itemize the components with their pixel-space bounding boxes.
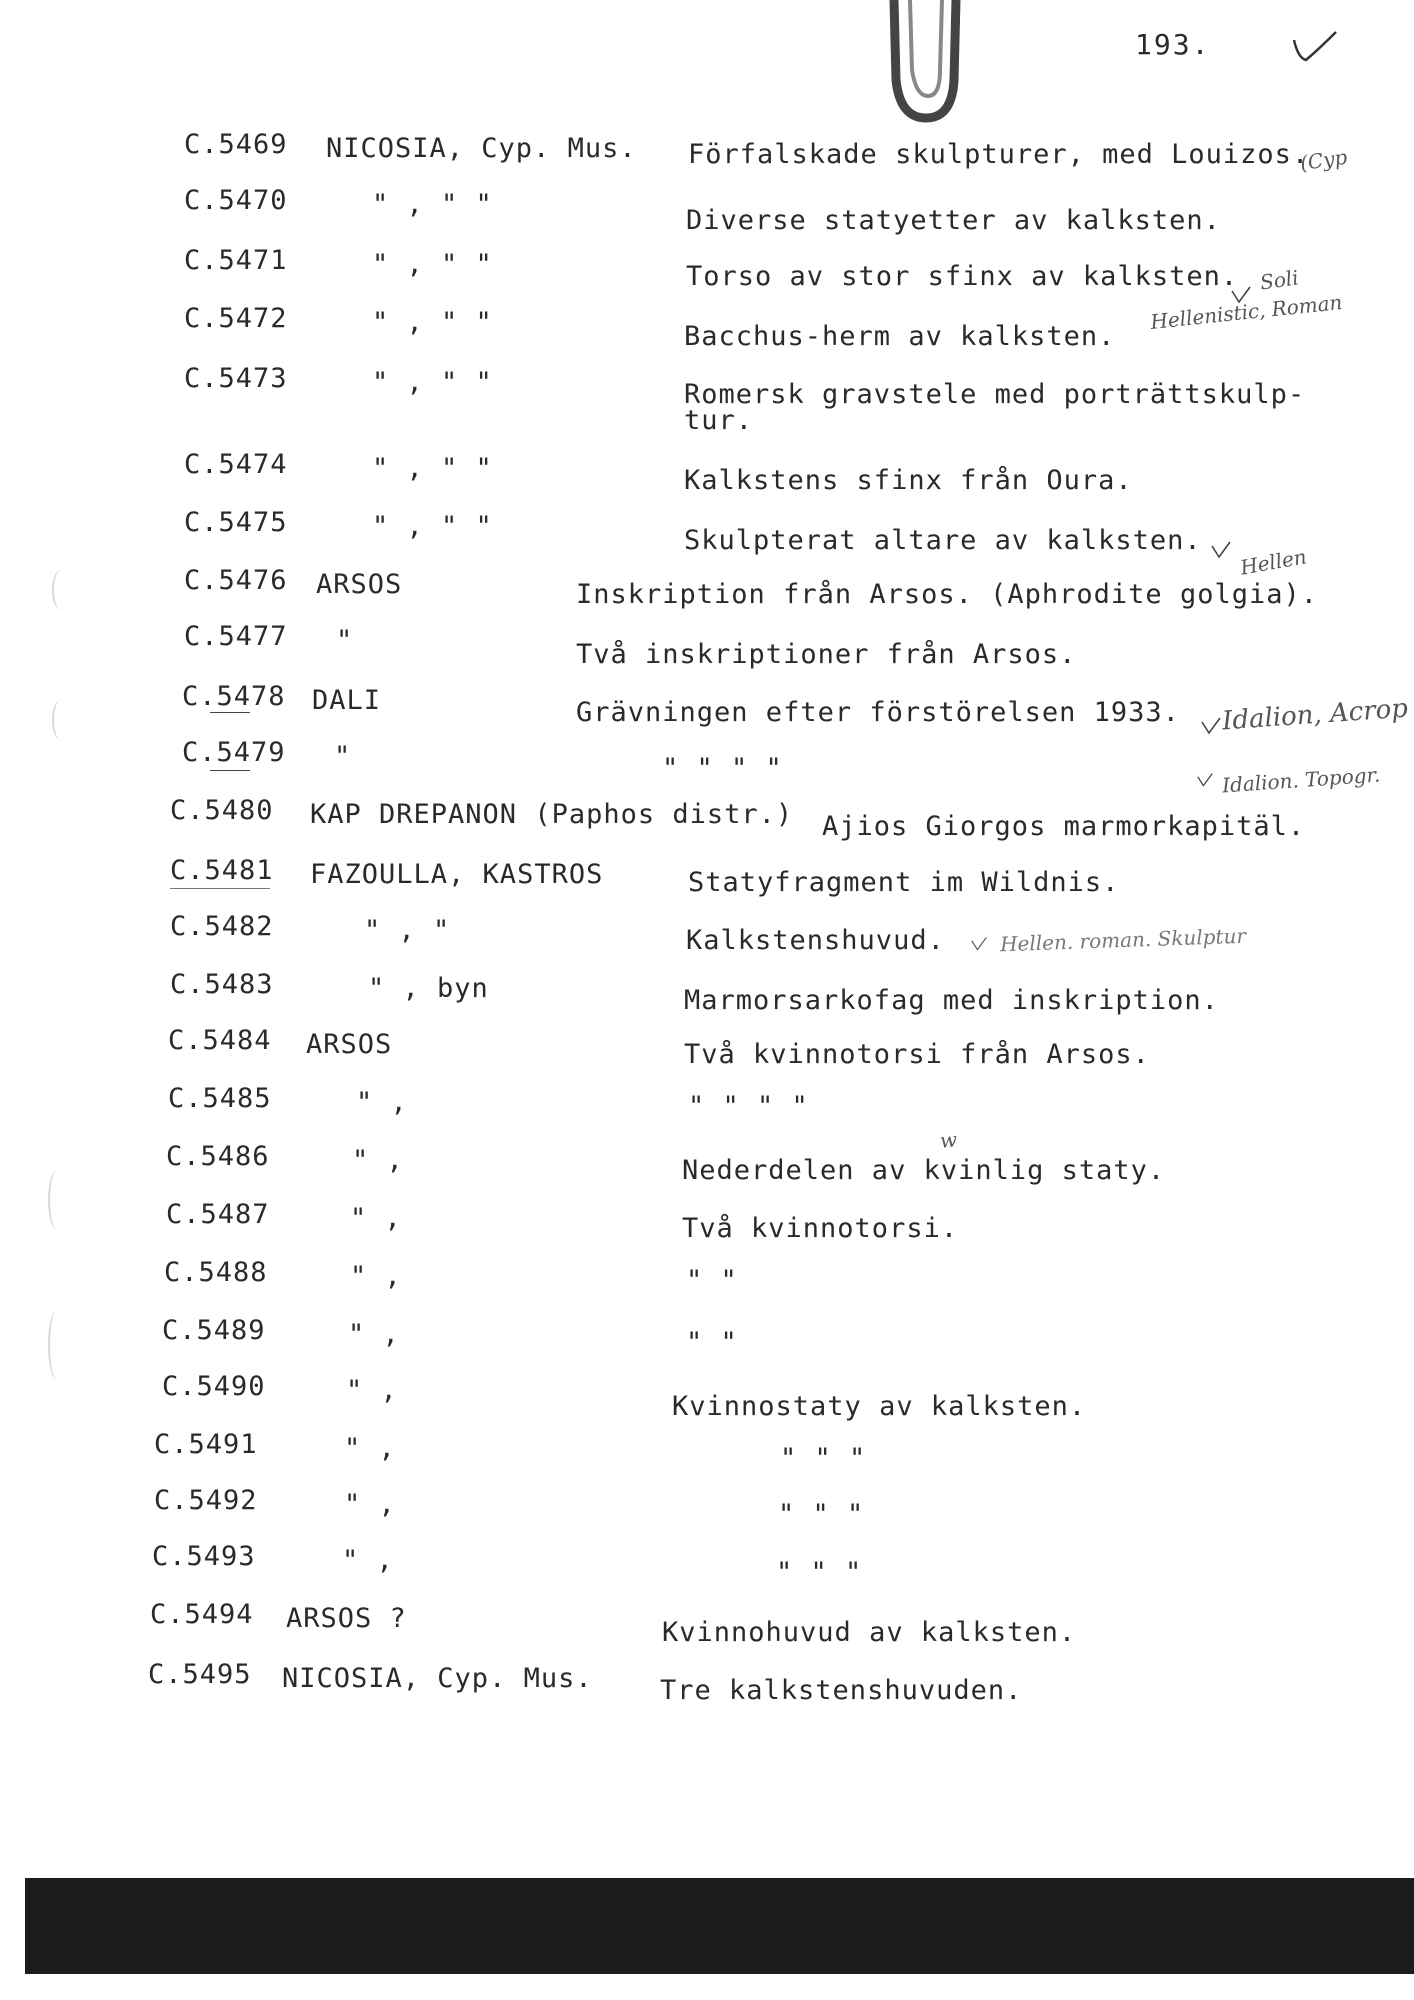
handwritten-note: Hellen [1238,544,1309,580]
entry-place: NICOSIA, Cyp. Mus. [282,1663,593,1694]
entry-place: " , " " [372,511,493,542]
checkmark-icon [1196,772,1214,788]
entry-description: Grävningen efter förstörelsen 1933. [576,697,1180,728]
entry-description: " " " " [688,1091,809,1122]
handwritten-note: Soli [1258,265,1301,295]
entry-id: C.5478 [182,681,286,712]
entry-description: Inskription från Arsos. (Aphrodite golgia). [576,579,1318,610]
entry-description: " " " [778,1499,865,1530]
entry-description: Kvinnostaty av kalksten. [672,1391,1087,1422]
entry-id: C.5470 [184,185,288,216]
entry-place: " , [342,1545,394,1576]
entry-place: FAZOULLA, KASTROS [310,859,604,890]
entry-place: ARSOS [306,1029,393,1060]
entry-description: " " " [780,1443,867,1474]
page-number: 193. [1135,28,1211,61]
entry-place: " , [348,1319,400,1350]
entry-description: Skulpterat altare av kalksten. [684,525,1202,556]
entry-description: Två inskriptioner från Arsos. [576,639,1077,670]
punch-hole-mark [48,1170,66,1230]
entry-id: C.5489 [162,1315,266,1346]
entry-description: Bacchus-herm av kalksten. [684,321,1116,352]
entry-id: C.5477 [184,621,288,652]
entry-id: C.5474 [184,449,288,480]
entry-id: C.5479 [182,737,286,768]
checkmark-icon [1200,716,1222,736]
entry-description: Statyfragment im Wildnis. [688,867,1120,898]
scan-edge-bar [25,1878,1414,1974]
entry-description: Två kvinnotorsi från Arsos. [684,1039,1150,1070]
entry-description: Förfalskade skulpturer, med Louizos. [688,139,1310,170]
underline-mark [210,770,250,771]
handwritten-note: Hellenistic, Roman [1149,289,1344,335]
handwritten-note: Idalion, Acrop [1221,693,1409,737]
entry-place: " , " " [372,249,493,280]
entry-place: " , byn [368,973,489,1004]
entry-place: " [334,741,352,772]
entry-id: C.5473 [184,363,288,394]
entry-place: " , " " [372,453,493,484]
entry-place: " [336,625,354,656]
entry-place: " , [350,1261,402,1292]
entry-id: C.5493 [152,1541,256,1572]
punch-hole-mark [52,700,70,740]
entry-place: ARSOS [316,569,403,600]
entry-id: C.5475 [184,507,288,538]
entry-place: " , " " [372,367,493,398]
entry-id: C.5485 [168,1083,272,1114]
entry-place: KAP DREPANON (Paphos distr.) [310,799,794,830]
entry-description: Kalkstenshuvud. [686,925,945,956]
entry-description: Tre kalkstenshuvuden. [660,1675,1023,1706]
entry-place: " , [344,1489,396,1520]
checkmark-icon [1230,285,1252,305]
entry-description: " " " " [662,753,783,784]
checkmark-icon [1290,28,1340,68]
entry-description: Torso av stor sfinx av kalksten. [686,261,1239,292]
entry-id: C.5490 [162,1371,266,1402]
entry-id: C.5482 [170,911,274,942]
entry-id: C.5483 [170,969,274,1000]
entry-id: C.5492 [154,1485,258,1516]
entry-place: " , " [364,915,451,946]
entry-description: Kvinnohuvud av kalksten. [662,1617,1077,1648]
entry-id: C.5494 [150,1599,254,1630]
handwritten-note: Hellen. roman. Skulptur [999,923,1247,957]
entry-row [184,130,288,160]
entry-id: C.5480 [170,795,274,826]
entry-id: C.5484 [168,1025,272,1056]
entry-description: " " [686,1265,738,1296]
entry-place: " , " " [372,307,493,338]
entry-id: C.5469 [184,129,288,160]
punch-hole-mark [52,570,70,610]
entry-place: " , " " [372,189,493,220]
entry-place: " , [344,1433,396,1464]
entry-id: C.5472 [184,303,288,334]
entry-id: C.5491 [154,1429,258,1460]
entry-description: Marmorsarkofag med inskription. [684,985,1219,1016]
entry-place: DALI [312,685,382,716]
handwritten-note: (Cyp [1298,144,1349,176]
entry-id: C.5481 [170,855,274,886]
entry-id: C.5471 [184,245,288,276]
entry-description: Ajios Giorgos marmorkapitäl. [822,811,1306,842]
punch-hole-mark [48,1310,66,1380]
entry-description: Nederdelen av kvinlig staty. [682,1155,1166,1186]
entry-id: C.5486 [166,1141,270,1172]
entry-id: C.5476 [184,565,288,596]
checkmark-icon [1210,540,1232,560]
paper-clip-mark [880,0,970,130]
entry-id: C.5487 [166,1199,270,1230]
entry-place: " , [352,1145,404,1176]
entry-place: ARSOS ? [286,1603,407,1634]
entry-place: NICOSIA, Cyp. Mus. [326,133,637,164]
handwritten-note: w [938,1127,959,1153]
entry-description: " " " [776,1557,863,1588]
entry-place: " , [356,1087,408,1118]
entry-description: Diverse statyetter av kalksten. [686,205,1221,236]
entry-place: " , [350,1203,402,1234]
entry-description: " " [686,1327,738,1358]
entry-description: Romersk gravstele med porträttskulp- [684,379,1306,410]
underline-mark [210,712,250,713]
entry-place: " , [346,1375,398,1406]
entry-id: C.5488 [164,1257,268,1288]
entry-id: C.5495 [148,1659,252,1690]
checkmark-icon [970,936,988,952]
entry-description: Två kvinnotorsi. [682,1213,959,1244]
handwritten-note: Idalion. Topogr. [1221,762,1381,798]
entry-description-continued: tur. [684,405,754,436]
underline-mark [170,888,270,889]
entry-description: Kalkstens sfinx från Oura. [684,465,1133,496]
